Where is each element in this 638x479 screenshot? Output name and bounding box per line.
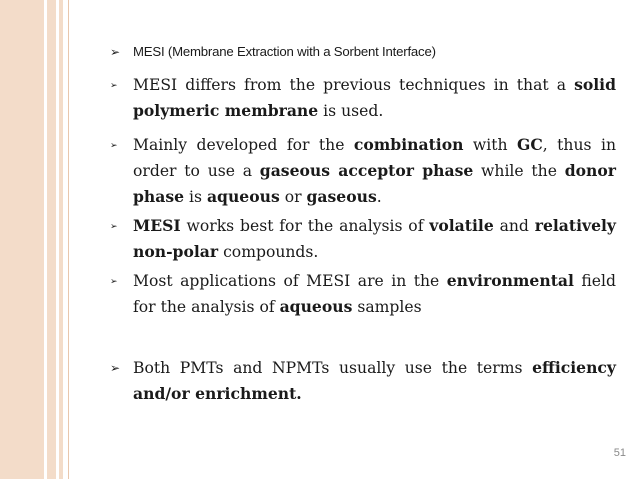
decorative-bar xyxy=(59,0,63,479)
text-run: Mainly developed for the xyxy=(133,136,354,154)
bold-run: combination xyxy=(353,135,464,154)
bold-run: aqueous xyxy=(206,187,280,206)
bullet-arrow-icon: ➢ xyxy=(110,277,118,287)
bold-run: GC xyxy=(517,135,543,154)
text-run: is xyxy=(184,188,207,206)
text-run: or xyxy=(279,188,307,206)
bullet-text xyxy=(133,72,616,124)
decorative-bar xyxy=(47,0,56,479)
heading-text: MESI (Membrane Extraction with a Sorbent Interface) xyxy=(133,44,436,59)
bold-run: MESI xyxy=(133,216,181,235)
text-run: , thus in order to use a xyxy=(133,136,616,180)
bullet-text xyxy=(133,268,616,320)
bullet-arrow-icon: ➢ xyxy=(110,222,118,232)
text-run: compounds. xyxy=(218,243,319,261)
text-run: is used. xyxy=(318,102,384,120)
text-run: field for the analysis of xyxy=(133,272,616,316)
bullet-text xyxy=(133,355,616,407)
bullet-arrow-icon: ➢ xyxy=(110,45,121,59)
text-run: with xyxy=(463,136,517,154)
bold-run: donor phase xyxy=(133,161,616,206)
text-run: works best for the analysis of xyxy=(180,217,430,235)
bullet-text xyxy=(133,132,616,210)
bullet-arrow-icon: ➢ xyxy=(110,361,121,375)
bold-run: environmental xyxy=(446,271,574,290)
bullet-text xyxy=(133,213,616,265)
text-run: samples xyxy=(352,298,422,316)
text-run: . xyxy=(376,188,382,206)
decorative-bar xyxy=(0,0,44,479)
bold-run: gaseous xyxy=(306,187,377,206)
bold-run: relatively non-polar xyxy=(133,216,616,261)
bullet-arrow-icon: ➢ xyxy=(110,141,118,151)
text-run: while the xyxy=(473,162,565,180)
page-number: 51 xyxy=(613,447,626,459)
bold-run: solid polymeric membrane xyxy=(133,75,616,120)
text-run: and xyxy=(493,217,535,235)
bold-run: gaseous acceptor phase xyxy=(259,161,474,180)
bullet-arrow-icon: ➢ xyxy=(110,81,118,91)
bold-run: efficiency and/or enrichment. xyxy=(133,358,616,403)
bold-run: volatile xyxy=(429,216,494,235)
text-run: MESI differs from the previous techniques in that a xyxy=(133,76,566,94)
text-run: Most applications of MESI are in the xyxy=(133,272,447,290)
bold-run: aqueous xyxy=(279,297,353,316)
text-run: Both PMTs and NPMTs usually use the terms xyxy=(133,359,533,377)
vertical-rule xyxy=(68,0,69,479)
